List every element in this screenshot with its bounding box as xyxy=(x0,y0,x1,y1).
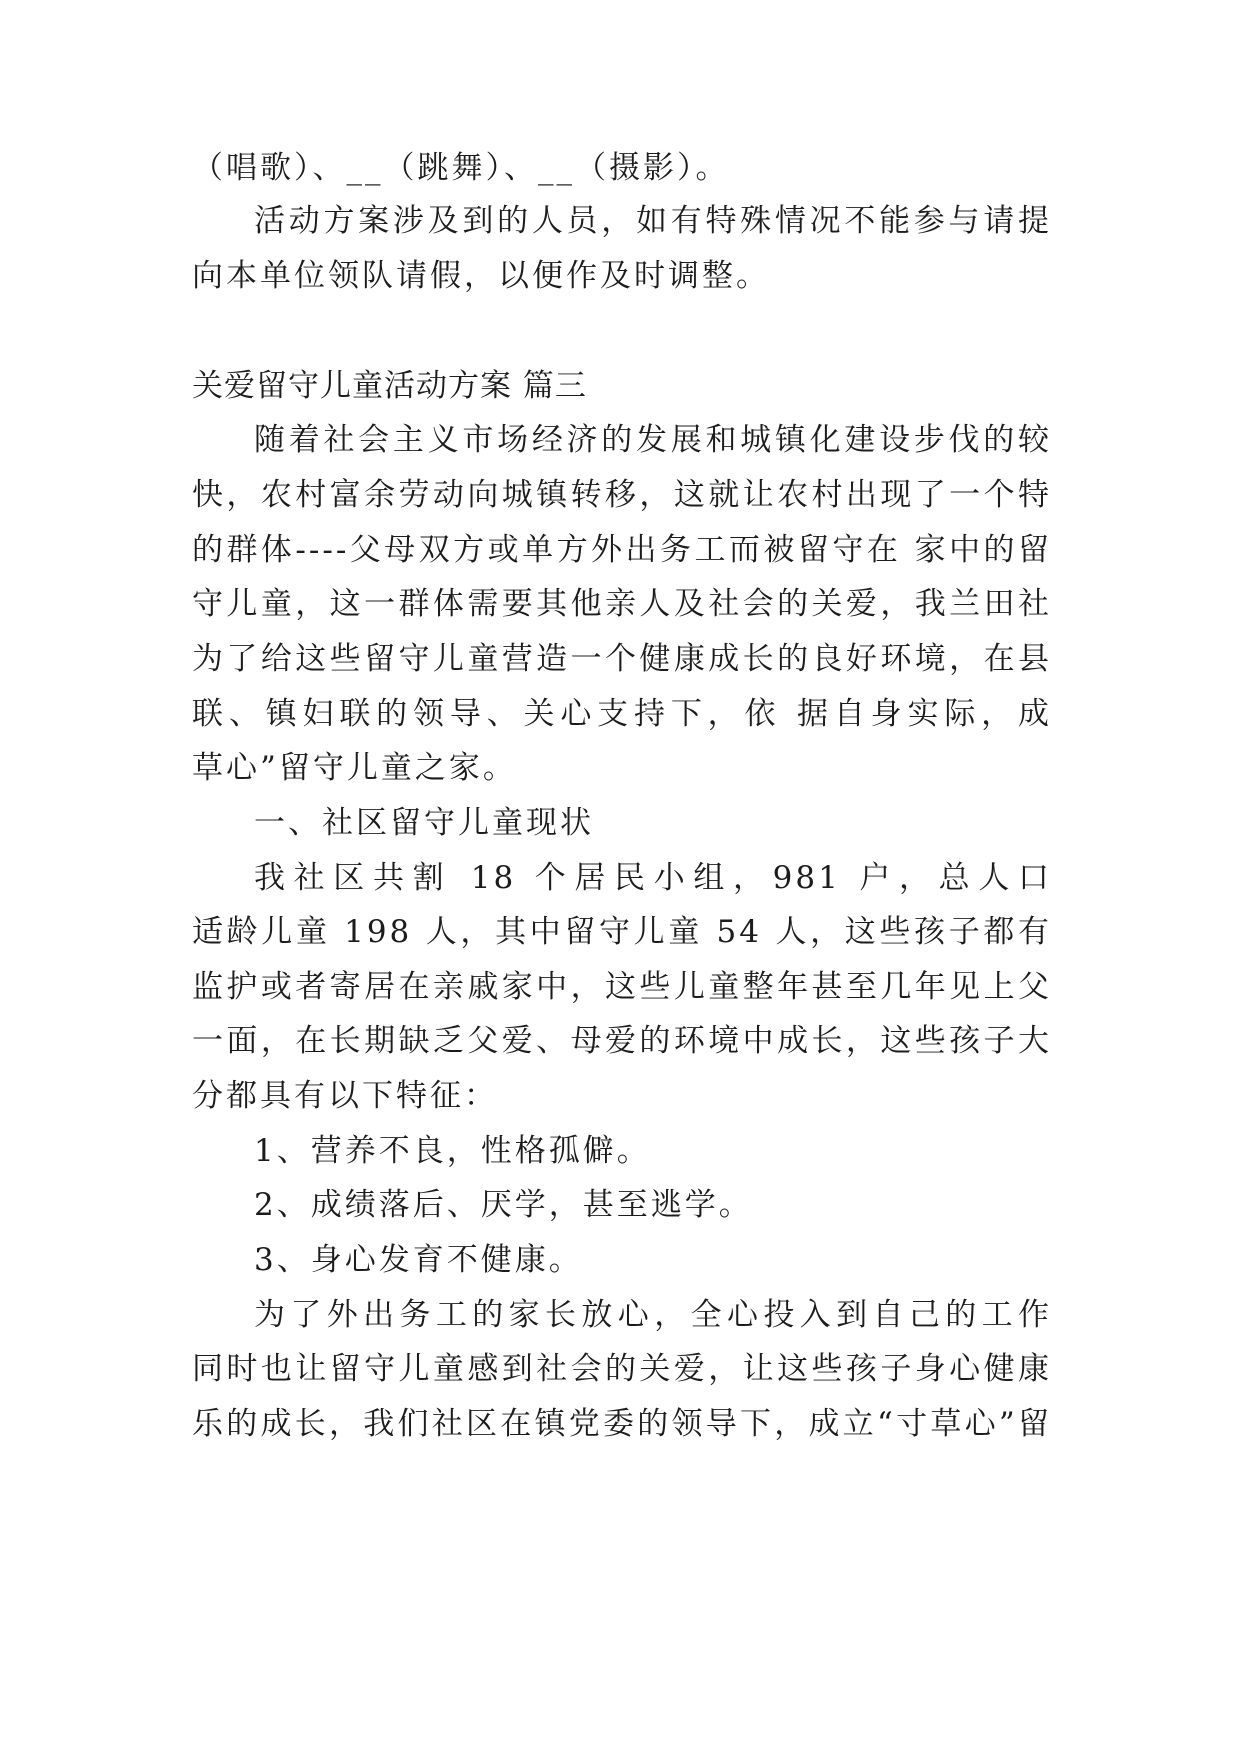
text-line: （唱歌）、__（跳舞）、__（摄影）。 xyxy=(192,150,730,186)
list-item: 1、营养不良，性格孤僻。 xyxy=(254,1133,651,1169)
text-line: 我社区共割 18 个居民小组，981 户，总人口 xyxy=(254,860,1052,896)
text-line: 乐的成长，我们社区在镇党委的领导下，成立“寸草心”留 xyxy=(192,1406,1052,1442)
text-line: 为了外出务工的家长放心，全心投入到自己的工作 xyxy=(254,1297,1052,1333)
text-line: 联、镇妇联的领导、关心支持下，依 据自身实际，成 xyxy=(192,696,1052,732)
text-line: 同时也让留守儿童感到社会的关爱，让这些孩子身心健康 xyxy=(192,1351,1052,1387)
section-heading: 关爱留守儿童活动方案 篇三 xyxy=(192,368,587,404)
list-item: 2、成绩落后、厌学，甚至逃学。 xyxy=(254,1187,753,1223)
text-line: 快，农村富余劳动向城镇转移，这就让农村出现了一个特 xyxy=(192,477,1052,513)
list-item: 3、身心发育不健康。 xyxy=(254,1242,583,1278)
text-line: 为了给这些留守儿童营造一个健康成长的良好环境，在县 xyxy=(192,641,1052,677)
text-line: 守儿童，这一群体需要其他亲人及社会的关爱，我兰田社 xyxy=(192,586,1052,622)
subsection-heading: 一、社区留守儿童现状 xyxy=(254,805,594,841)
text-line: 适龄儿童 198 人，其中留守儿童 54 人，这些孩子都有 xyxy=(192,914,1052,950)
text-line: 活动方案涉及到的人员，如有特殊情况不能参与请提 xyxy=(254,203,1052,239)
text-line: 向本单位领队请假，以便作及时调整。 xyxy=(192,258,770,294)
text-line: 的群体----父母双方或单方外出务工而被留守在 家中的留 xyxy=(192,532,1052,568)
text-line: 一面，在长期缺乏父爱、母爱的环境中成长，这些孩子大 xyxy=(192,1023,1052,1059)
text-line: 监护或者寄居在亲戚家中，这些儿童整年甚至几年见上父 xyxy=(192,969,1052,1005)
text-line: 草心”留守儿童之家。 xyxy=(192,750,517,786)
text-line: 分都具有以下特征： xyxy=(192,1078,498,1114)
text-line: 随着社会主义市场经济的发展和城镇化建设步伐的较 xyxy=(254,422,1052,458)
